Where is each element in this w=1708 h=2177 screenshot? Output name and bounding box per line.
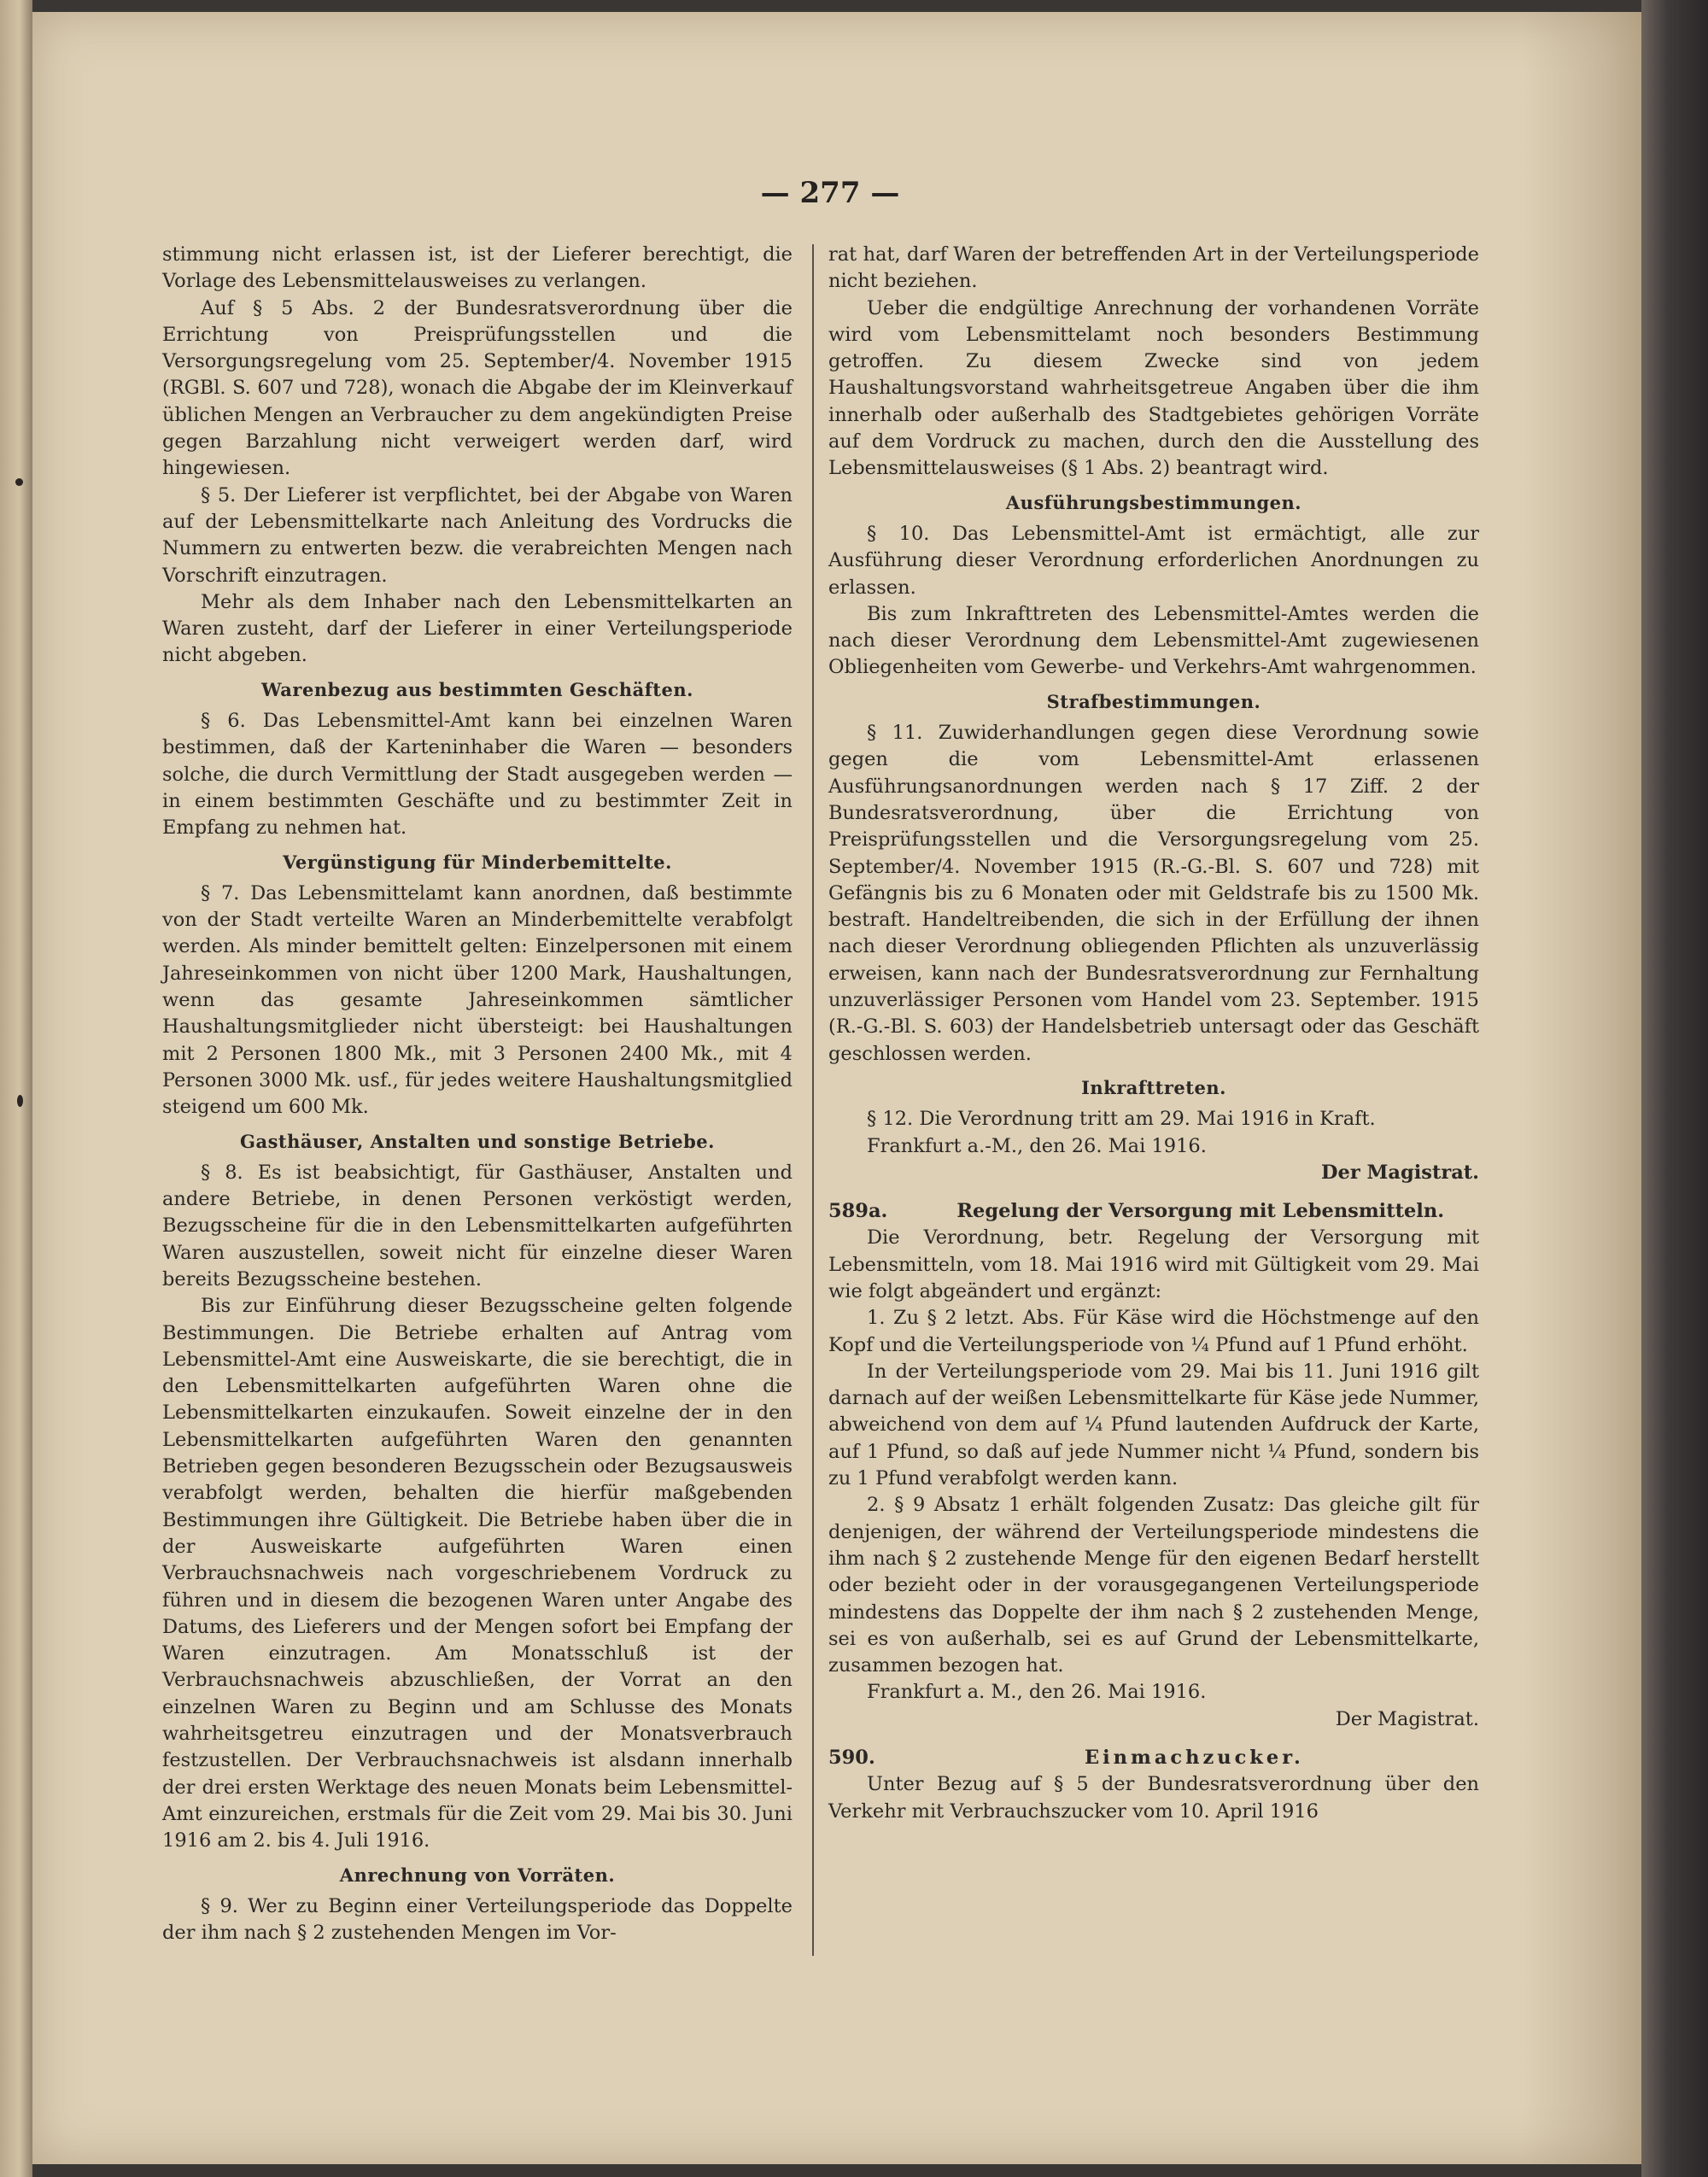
paragraph: Mehr als dem Inhaber nach den Lebensmittelkarten an Waren zusteht, darf der Lieferer in einer Verteilungsperiode nicht abgeben. [162, 590, 793, 667]
paragraph: § 12. Die Verordnung tritt am 29. Mai 1916 in Kraft. [867, 1108, 1376, 1131]
signature: Der Magistrat. [1321, 1161, 1479, 1184]
paragraph: Die Verordnung, betr. Regelung der Versorgung mit Lebensmitteln, vom 18. Mai 1916 wird mit Gültigkeit vom 29. Mai wie folgt abgeändert und ergänzt: [828, 1226, 1479, 1302]
section-number: 589a. [828, 1200, 888, 1223]
paragraph: 1. Zu § 2 letzt. Abs. Für Käse wird die Höchstmenge auf den Kopf und die Verteilungsperiode von ¼ Pfund auf 1 Pfund erhöht. [828, 1307, 1479, 1356]
ink-blot [15, 478, 23, 486]
paragraph: Auf § 5 Abs. 2 der Bundesratsverordnung über die Errichtung von Preisprüfungsstellen und die Versorgungsregelung vom 25. September/4. November 1915 (RGBl. S. 607 und 728), wonach die Abgabe der im Kleinverkauf üblichen Mengen an Verbraucher zu dem angekündigten Preise gegen Barzahlung nicht verweigert werden darf, wird hingewiesen. [162, 296, 793, 480]
section-590-header [828, 1745, 1479, 1771]
paragraph: § 11. Zuwiderhandlungen gegen diese Verordnung sowie gegen die vom Lebensmittel-Amt erlassenen Ausführungsanordnungen werden nach § 17 Ziff. 2 der Bundesratsverordnung, über die Errichtung von Preisprüfungsstellen und die Versorgungsregelung vom 25. September/4. November 1915 (R.-G.-Bl. S. 607 und 728) mit Gefängnis bis zu 6 Monaten oder mit Geldstrafe bis zu 1500 Mk. bestraft. Handeltreibenden, die sich in der Erfüllung der ihnen nach dieser Verordnung obliegenden Pflichten als unzuverlässig erweisen, kann nach der Bundesratsverordnung zur Fernhaltung unzuverlässiger Personen vom Handel vom 23. September. 1915 (R.-G.-Bl. S. 603) der Handelsbetrieb untersagt oder das Geschäft geschlossen werden. [828, 722, 1479, 1065]
paragraph: rat hat, darf Waren der betreffenden Art in der Verteilungsperiode nicht beziehen. [828, 243, 1479, 293]
section-title: Regelung der Versorgung mit Lebensmitteln. [956, 1200, 1445, 1223]
section-heading: Anrechnung von Vorräten. [339, 1864, 616, 1886]
paragraph: § 10. Das Lebensmittel-Amt ist ermächtigt, alle zur Ausführung dieser Verordnung erforderlichen Anordnungen zu erlassen. [828, 522, 1479, 599]
ink-blot [17, 1095, 23, 1107]
page-number: — 277 — [760, 176, 900, 210]
paragraph: § 9. Wer zu Beginn einer Verteilungsperiode das Doppelte der ihm nach § 2 zustehenden Mengen im Vor- [162, 1894, 793, 1945]
paragraph: § 5. Der Lieferer ist verpflichtet, bei der Abgabe von Waren auf der Lebensmittelkarte nach Anleitung des Vordrucks die Nummern zu entwerten bezw. die verabreichten Mengen nach Vorschrift einzutragen. [162, 483, 793, 587]
right-column [828, 242, 1479, 1825]
paragraph: 2. § 9 Absatz 1 erhält folgenden Zusatz: Das gleiche gilt für denjenigen, der während der Verteilungsperiode mindestens die ihm nach § 2 zustehende Menge für den eigenen Bedarf herstellt oder bezieht oder in der vorausgegangenen Verteilungsperiode mindestens das Doppelte der ihm nach § 2 zustehenden Menge, sei es von außerhalb, sei es auf Grund der Lebensmittelkarte, zusammen bezogen hat. [828, 1494, 1479, 1677]
paragraph: § 6. Das Lebensmittel-Amt kann bei einzelnen Waren bestimmen, daß der Karteninhaber die Waren — besonders solche, die durch Vermittlung der Stadt ausgegeben werden — in einem bestimmten Geschäfte und zu bestimmter Zeit in Empfang zu nehmen hat. [162, 710, 793, 840]
section-589a-header [828, 1198, 1479, 1225]
paragraph: Frankfurt a. M., den 26. Mai 1916. [867, 1681, 1207, 1704]
section-heading: Gasthäuser, Anstalten und sonstige Betriebe. [240, 1130, 715, 1152]
paragraph: stimmung nicht erlassen ist, ist der Lieferer berechtigt, die Vorlage des Lebensmittelausweises zu verlangen. [162, 243, 793, 293]
paragraph: Ueber die endgültige Anrechnung der vorhandenen Vorräte wird vom Lebensmittelamt noch besonders Bestimmung getroffen. Zu diesem Zwecke sind von jedem Haushaltungsvorstand wahrheitsgetreue Angaben über die ihm innerhalb oder außerhalb des Stadtgebietes gehörigen Vorräte auf dem Vordruck zu machen, durch den die Ausstellung des Lebensmittelausweises (§ 1 Abs. 2) beantragt wird. [828, 296, 1479, 480]
paragraph: § 7. Das Lebensmittelamt kann anordnen, daß bestimmte von der Stadt verteilte Waren an Minderbemittelte verabfolgt werden. Als minder bemittelt gelten: Einzelpersonen mit einem Jahreseinkommen von nicht über 1200 Mark, Haushaltungen, wenn das gesamte Jahreseinkommen sämtlicher Haushaltungsmitglieder nicht übersteigt: bei Haushaltungen mit 2 Personen 1800 Mk., mit 3 Personen 2400 Mk., mit 4 Personen 3000 Mk. usf., für jedes weitere Haushaltungsmitglied steigend um 600 Mk. [162, 881, 793, 1119]
paragraph: In der Verteilungsperiode vom 29. Mai bis 11. Juni 1916 gilt darnach auf der weißen Lebensmittelkarte für Käse jede Nummer, abweichend von dem auf ¼ Pfund lautenden Aufdruck der Karte, auf 1 Pfund, so daß auf jede Nummer nicht ¼ Pfund, sondern bis zu 1 Pfund verabfolgt werden kann. [828, 1360, 1479, 1490]
section-heading: Vergünstigung für Minderbemittelte. [283, 851, 672, 873]
left-column [162, 242, 793, 1946]
paragraph: Bis zum Inkrafttreten des Lebensmittel-Amtes werden die nach dieser Verordnung dem Lebensmittel-Amt zugewiesenen Obliegenheiten vom Gewerbe- und Verkehrs-Amt wahrgenommen. [828, 602, 1479, 679]
section-heading: Warenbezug aus bestimmten Geschäften. [261, 678, 693, 700]
paragraph: Bis zur Einführung dieser Bezugsscheine gelten folgende Bestimmungen. Die Betriebe erhalten auf Antrag vom Lebensmittel-Amt eine Ausweiskarte, die sie berechtigt, die in den Lebensmittelkarten aufgeführten Waren ohne die Lebensmittelkarten einzukaufen. Soweit einzelne der in den Lebensmittelkarten aufgeführten Waren den genannten Betrieben gegen besonderen Bezugsschein oder Bezugsausweis verabfolgt werden, behalten die hierfür maßgebenden Bestimmungen ihre Gültigkeit. Die Betriebe haben über die in der Ausweiskarte aufgeführten Waren einen Verbrauchsnachweis nach vorgeschriebenem Vordruck zu führen und in diesem die bezogenen Waren unter Angabe des Datums, des Lieferers und der Mengen sofort bei Empfang der Waren einzutragen. Am Monatsschluß ist der Verbrauchsnachweis abzuschließen, der Vorrat an den einzelnen Waren zu Beginn und am Schlusse des Monats wahrheitsgetreu einzutragen und der Monatsverbrauch festzustellen. Der Verbrauchsnachweis ist alsdann innerhalb der drei ersten Werktage des neuen Monats beim Lebensmittel-Amt einzureichen, erstmals für die Zeit vom 29. Mai bis 30. Juni 1916 am 2. bis 4. Juli 1916. [162, 1295, 793, 1852]
previous-page-edge [0, 0, 32, 2177]
section-heading: Inkrafttreten. [1081, 1076, 1226, 1098]
paragraph: Unter Bezug auf § 5 der Bundesratsverordnung über den Verkehr mit Verbrauchszucker vom 10. April 1916 [828, 1773, 1479, 1823]
page-discoloration [1522, 12, 1641, 2164]
book-binding-edge [1641, 0, 1708, 2177]
section-heading: Strafbestimmungen. [1046, 690, 1261, 712]
section-heading: Ausführungsbestimmungen. [1005, 491, 1302, 513]
section-number: 590. [828, 1747, 875, 1770]
paragraph: Frankfurt a.-M., den 26. Mai 1916. [867, 1134, 1207, 1157]
signature: Der Magistrat. [1335, 1707, 1479, 1730]
column-divider [812, 244, 814, 1956]
section-title: Einmachzucker. [1084, 1747, 1304, 1770]
paragraph: § 8. Es ist beabsichtigt, für Gasthäuser, Anstalten und andere Betriebe, in denen Personen verköstigt werden, Bezugsscheine für die in den Lebensmittelkarten aufgeführten Waren auszustellen, soweit nicht für einzelne dieser Waren bereits Bezugsscheine bestehen. [162, 1161, 793, 1290]
